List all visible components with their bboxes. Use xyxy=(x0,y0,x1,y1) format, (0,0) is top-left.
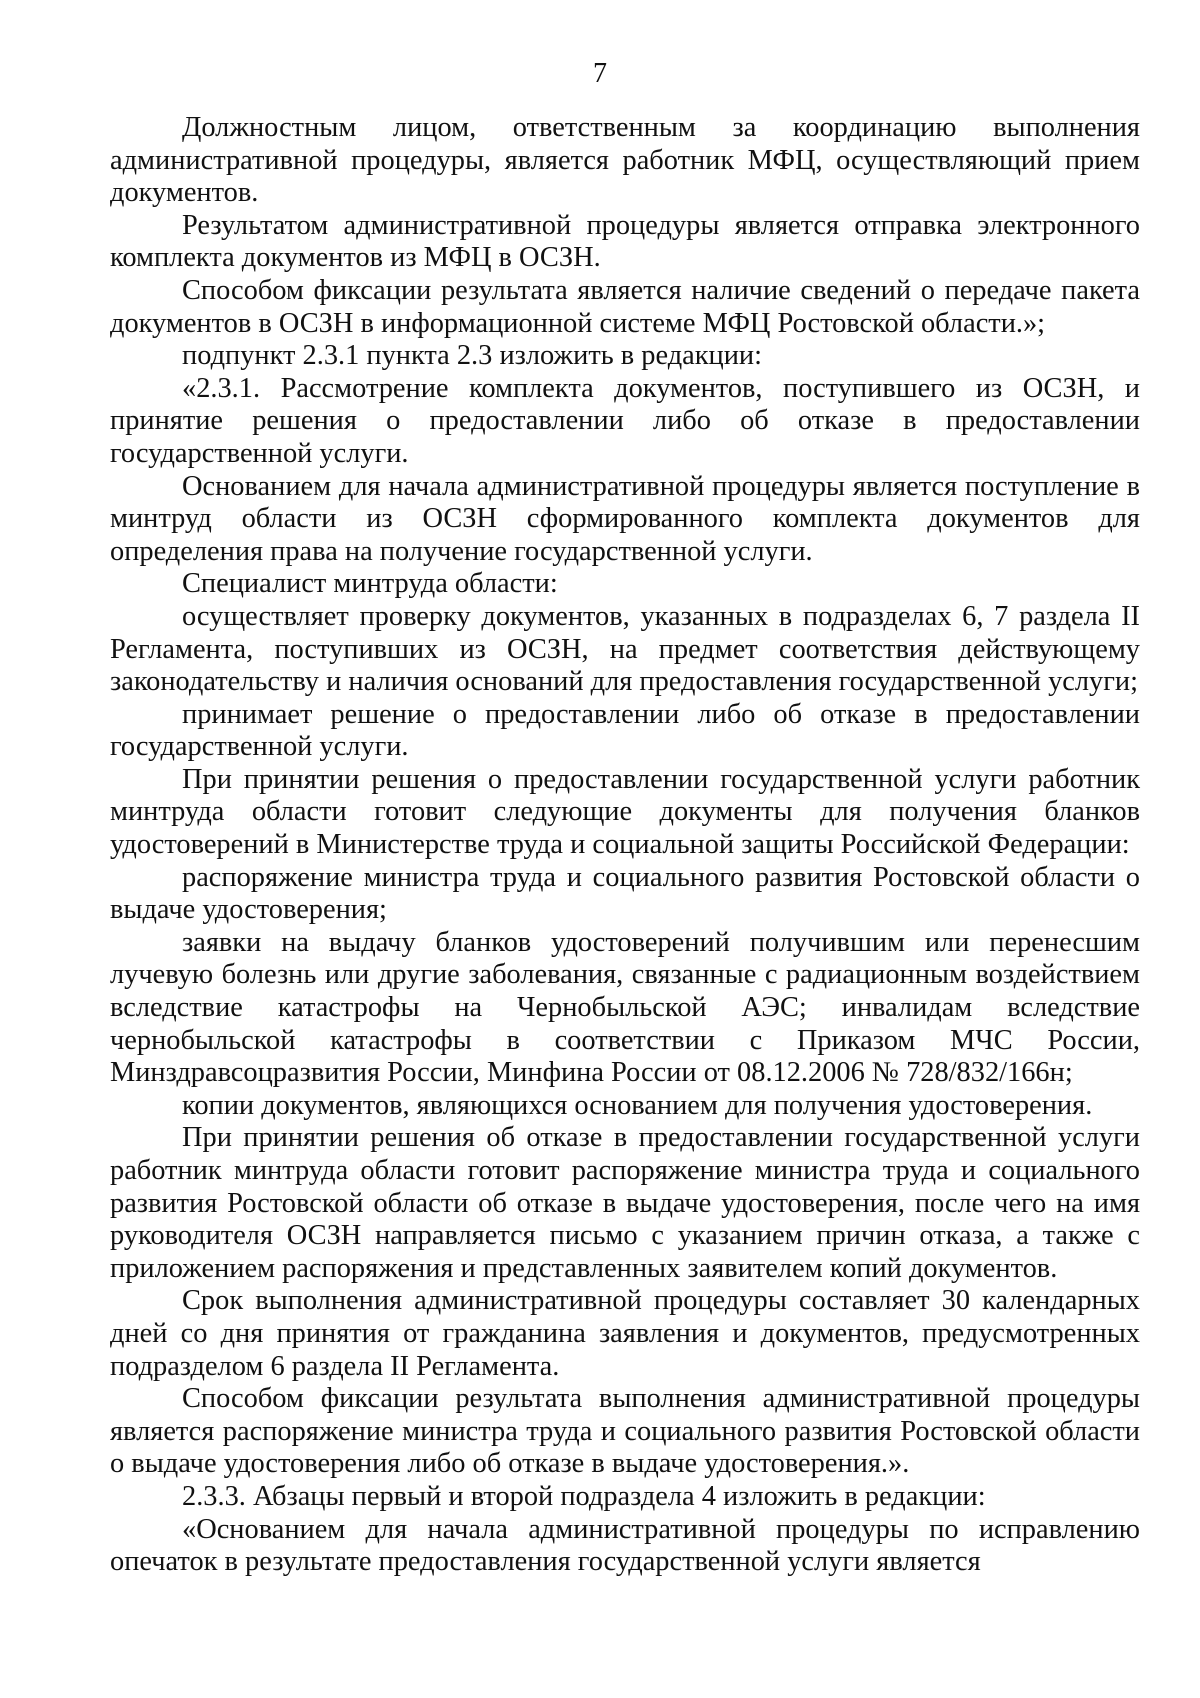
paragraph-16: Способом фиксации результата выполнения административной процедуры является распоряжение министра труда и социального развития Ростовской области о выдаче удостоверения либо об отказе в выдаче удостоверения.». xyxy=(110,1383,1140,1480)
paragraph-6: Основанием для начала административной процедуры является поступление в минтруд области из ОСЗН сформированного комплекта документов для определения права на получение государственной услуги. xyxy=(110,470,1140,567)
document-body xyxy=(110,112,1140,1579)
paragraph-18: «Основанием для начала административной процедуры по исправлению опечаток в результате предоставления государственной услуги является xyxy=(110,1513,1140,1578)
paragraph-5: «2.3.1. Рассмотрение комплекта документов, поступившего из ОСЗН, и принятие решения о предоставлении либо об отказе в предоставлении государственной услуги. xyxy=(110,372,1140,469)
paragraph-7: Специалист минтруда области: xyxy=(182,568,558,600)
paragraph-17: 2.3.3. Абзацы первый и второй подраздела 4 изложить в редакции: xyxy=(182,1480,986,1512)
paragraph-9: принимает решение о предоставлении либо об отказе в предоставлении государственной услуги. xyxy=(110,698,1140,763)
paragraph-4: подпункт 2.3.1 пункта 2.3 изложить в редакции: xyxy=(182,340,762,372)
paragraph-8: осуществляет проверку документов, указанных в подразделах 6, 7 раздела II Регламента, поступивших из ОСЗН, на предмет соответствия действующему законодательству и наличия оснований для предоставления государственной услуги; xyxy=(110,600,1140,698)
paragraph-1: Должностным лицом, ответственным за координацию выполнения административной процедуры, является работник МФЦ, осуществляющий прием документов. xyxy=(110,112,1140,209)
paragraph-12: заявки на выдачу бланков удостоверений получившим или перенесшим лучевую болезнь или другие заболевания, связанные с радиационным воздействием вследствие катастрофы на Чернобыльской АЭС; инвалидам вследствие чернобыльской катастрофы в соответствии с Приказом МЧС России, Минздравсоцразвития России, Минфина России от 08.12.2006 № 728/832/166н; xyxy=(110,926,1140,1089)
page-number: 7 xyxy=(593,58,607,89)
paragraph-13: копии документов, являющихся основанием для получения удостоверения. xyxy=(182,1089,1093,1121)
paragraph-14: При принятии решения об отказе в предоставлении государственной услуги работник минтруда области готовит распоряжение министра труда и социального развития Ростовской области об отказе в выдаче удостоверения, после чего на имя руководителя ОСЗН направляется письмо с указанием причин отказа, а также с приложением распоряжения и представленных заявителем копий документов. xyxy=(110,1122,1140,1284)
paragraph-3: Способом фиксации результата является наличие сведений о передаче пакета документов в ОСЗН в информационной системе МФЦ Ростовской области.»; xyxy=(110,274,1140,339)
paragraph-11: распоряжение министра труда и социального развития Ростовской области о выдаче удостоверения; xyxy=(110,861,1140,926)
paragraph-2: Результатом административной процедуры является отправка электронного комплекта документов из МФЦ в ОСЗН. xyxy=(110,209,1140,274)
paragraph-10: При принятии решения о предоставлении государственной услуги работник минтруда области готовит следующие документы для получения бланков удостоверений в Министерстве труда и социальной защиты Российской Федерации: xyxy=(110,763,1140,861)
paragraph-15: Срок выполнения административной процедуры составляет 30 календарных дней со дня принятия от гражданина заявления и документов, предусмотренных подразделом 6 раздела II Регламента. xyxy=(110,1285,1140,1382)
